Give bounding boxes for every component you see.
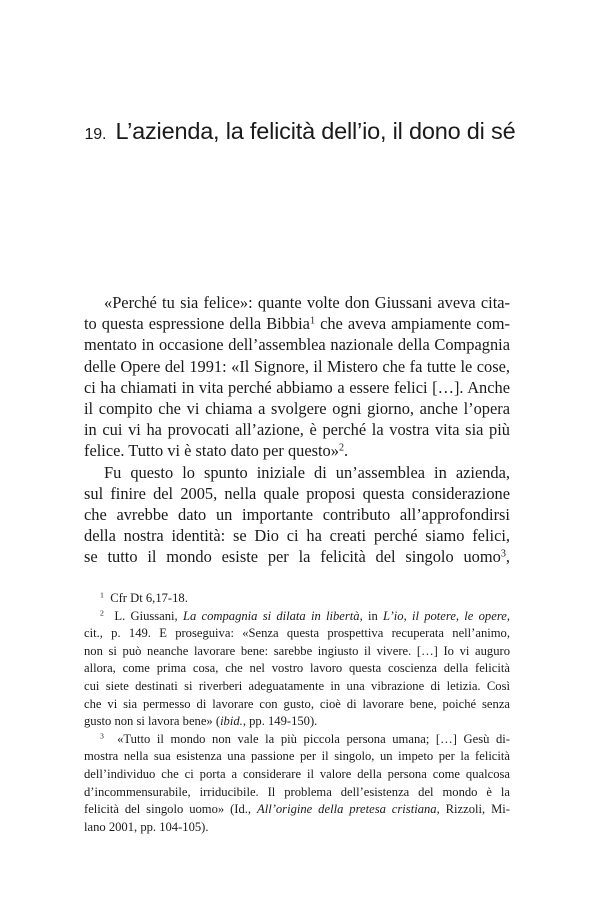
footnote-line: $^1$ Cfr Dt 6,17-18. — [100, 590, 188, 605]
footnote-line: non si può neanche lavorare bene: sarebbe ingiusto il vivere. […] Io vi auguro — [84, 643, 510, 658]
text-line: se tutto il mondo esiste per la felicità del singolo uomo$^3$, — [84, 547, 510, 567]
footnote-line: che vi sia permesso di lavorare con gusto, cioè di lavorare bene, poiché senza — [84, 696, 510, 711]
text-line: in cui vi ha provocati all’azione, è perché la vostra vita sia più — [84, 420, 510, 440]
footnote-2 — [84, 608, 510, 731]
footnote-line: dell’individuo che ci porta a considerare il valore della persona come qualcosa — [84, 766, 510, 781]
paragraph-1 — [84, 292, 510, 462]
text-line: il compito che vi chiama a svolgere ogni giorno, anche l’opera — [84, 399, 510, 419]
footnote-line: d’incommensurabile, irriducibile. Il problema dell’esistenza del mondo è la — [84, 784, 510, 799]
footnote-line: felicità del singolo uomo» (Id., All’origine della pretesa cristiana, Rizzoli, Mi- — [84, 802, 510, 817]
footnote-line: lano 2001, pp. 104-105). — [84, 819, 209, 834]
footnote-3 — [84, 731, 510, 837]
text-line: della nostra identità: se Dio ci ha creati perché siamo felici, — [84, 526, 510, 546]
footnote-mark: 3 — [100, 731, 104, 741]
footnote-line: $^2$ L. Giussani, La compagnia si dilata in libertà, in L’io, il potere, le opere, — [100, 608, 510, 623]
footnote-ref[interactable]: 3 — [500, 548, 506, 560]
footnote-mark: 2 — [100, 608, 104, 618]
footnote-line: cit., p. 149. E proseguiva: «Senza questa prospettiva recuperata nell’animo, — [84, 626, 510, 641]
text-line: ci ha chiamati in vita perché abbiamo a essere felici […]. Anche — [84, 377, 510, 397]
chapter-title — [0, 118, 600, 145]
text-line: che avrebbe dato un importante contributo all’approfondirsi — [84, 505, 510, 525]
text-line: to questa espressione della Bibbia$^1$ che aveva ampiamente com- — [84, 314, 510, 334]
text-line: Fu questo lo spunto iniziale di un’assemblea in azienda, — [104, 462, 510, 482]
chapter-number: 19. — [84, 125, 107, 143]
body-text — [84, 292, 510, 568]
text-line: delle Opere del 1991: «Il Signore, il Mistero che fa tutte le cose, — [84, 356, 510, 376]
footnote-line: mostra nella sua esistenza una passione per il singolo, un impeto per la felicità — [84, 749, 510, 764]
footnote-line: $^3$ «Tutto il mondo non vale la più piccola persona umana; […] Gesù di- — [100, 731, 510, 746]
footnote-ref[interactable]: 2 — [338, 442, 345, 454]
footnote-mark: 1 — [100, 590, 104, 600]
footnote-line: cui siete destinati si riverberi adeguatamente in una vibrazione di letizia. Così — [84, 678, 510, 693]
footnote-line: allora, come prima cosa, che nel vostro lavoro questa coscienza della felicità — [84, 661, 510, 676]
footnotes — [84, 590, 510, 836]
text-line: mentato in occasione dell’assemblea nazionale della Compagnia — [84, 335, 510, 355]
text-line: «Perché tu sia felice»: quante volte don Giussani aveva cita- — [104, 293, 510, 312]
footnote-ref[interactable]: 1 — [309, 315, 316, 327]
text-line: sul finire del 2005, nella quale proposi questa considerazione — [84, 483, 510, 503]
chapter-title-text: L’azienda, la felicità dell’io, il dono di sé — [115, 117, 516, 144]
footnote-line: gusto non si lavora bene» (ibid., pp. 149-150). — [84, 714, 318, 729]
paragraph-2 — [84, 462, 510, 568]
footnote-1 — [84, 590, 510, 608]
text-line: felice. Tutto vi è stato dato per questo»$^2$. — [84, 441, 349, 461]
